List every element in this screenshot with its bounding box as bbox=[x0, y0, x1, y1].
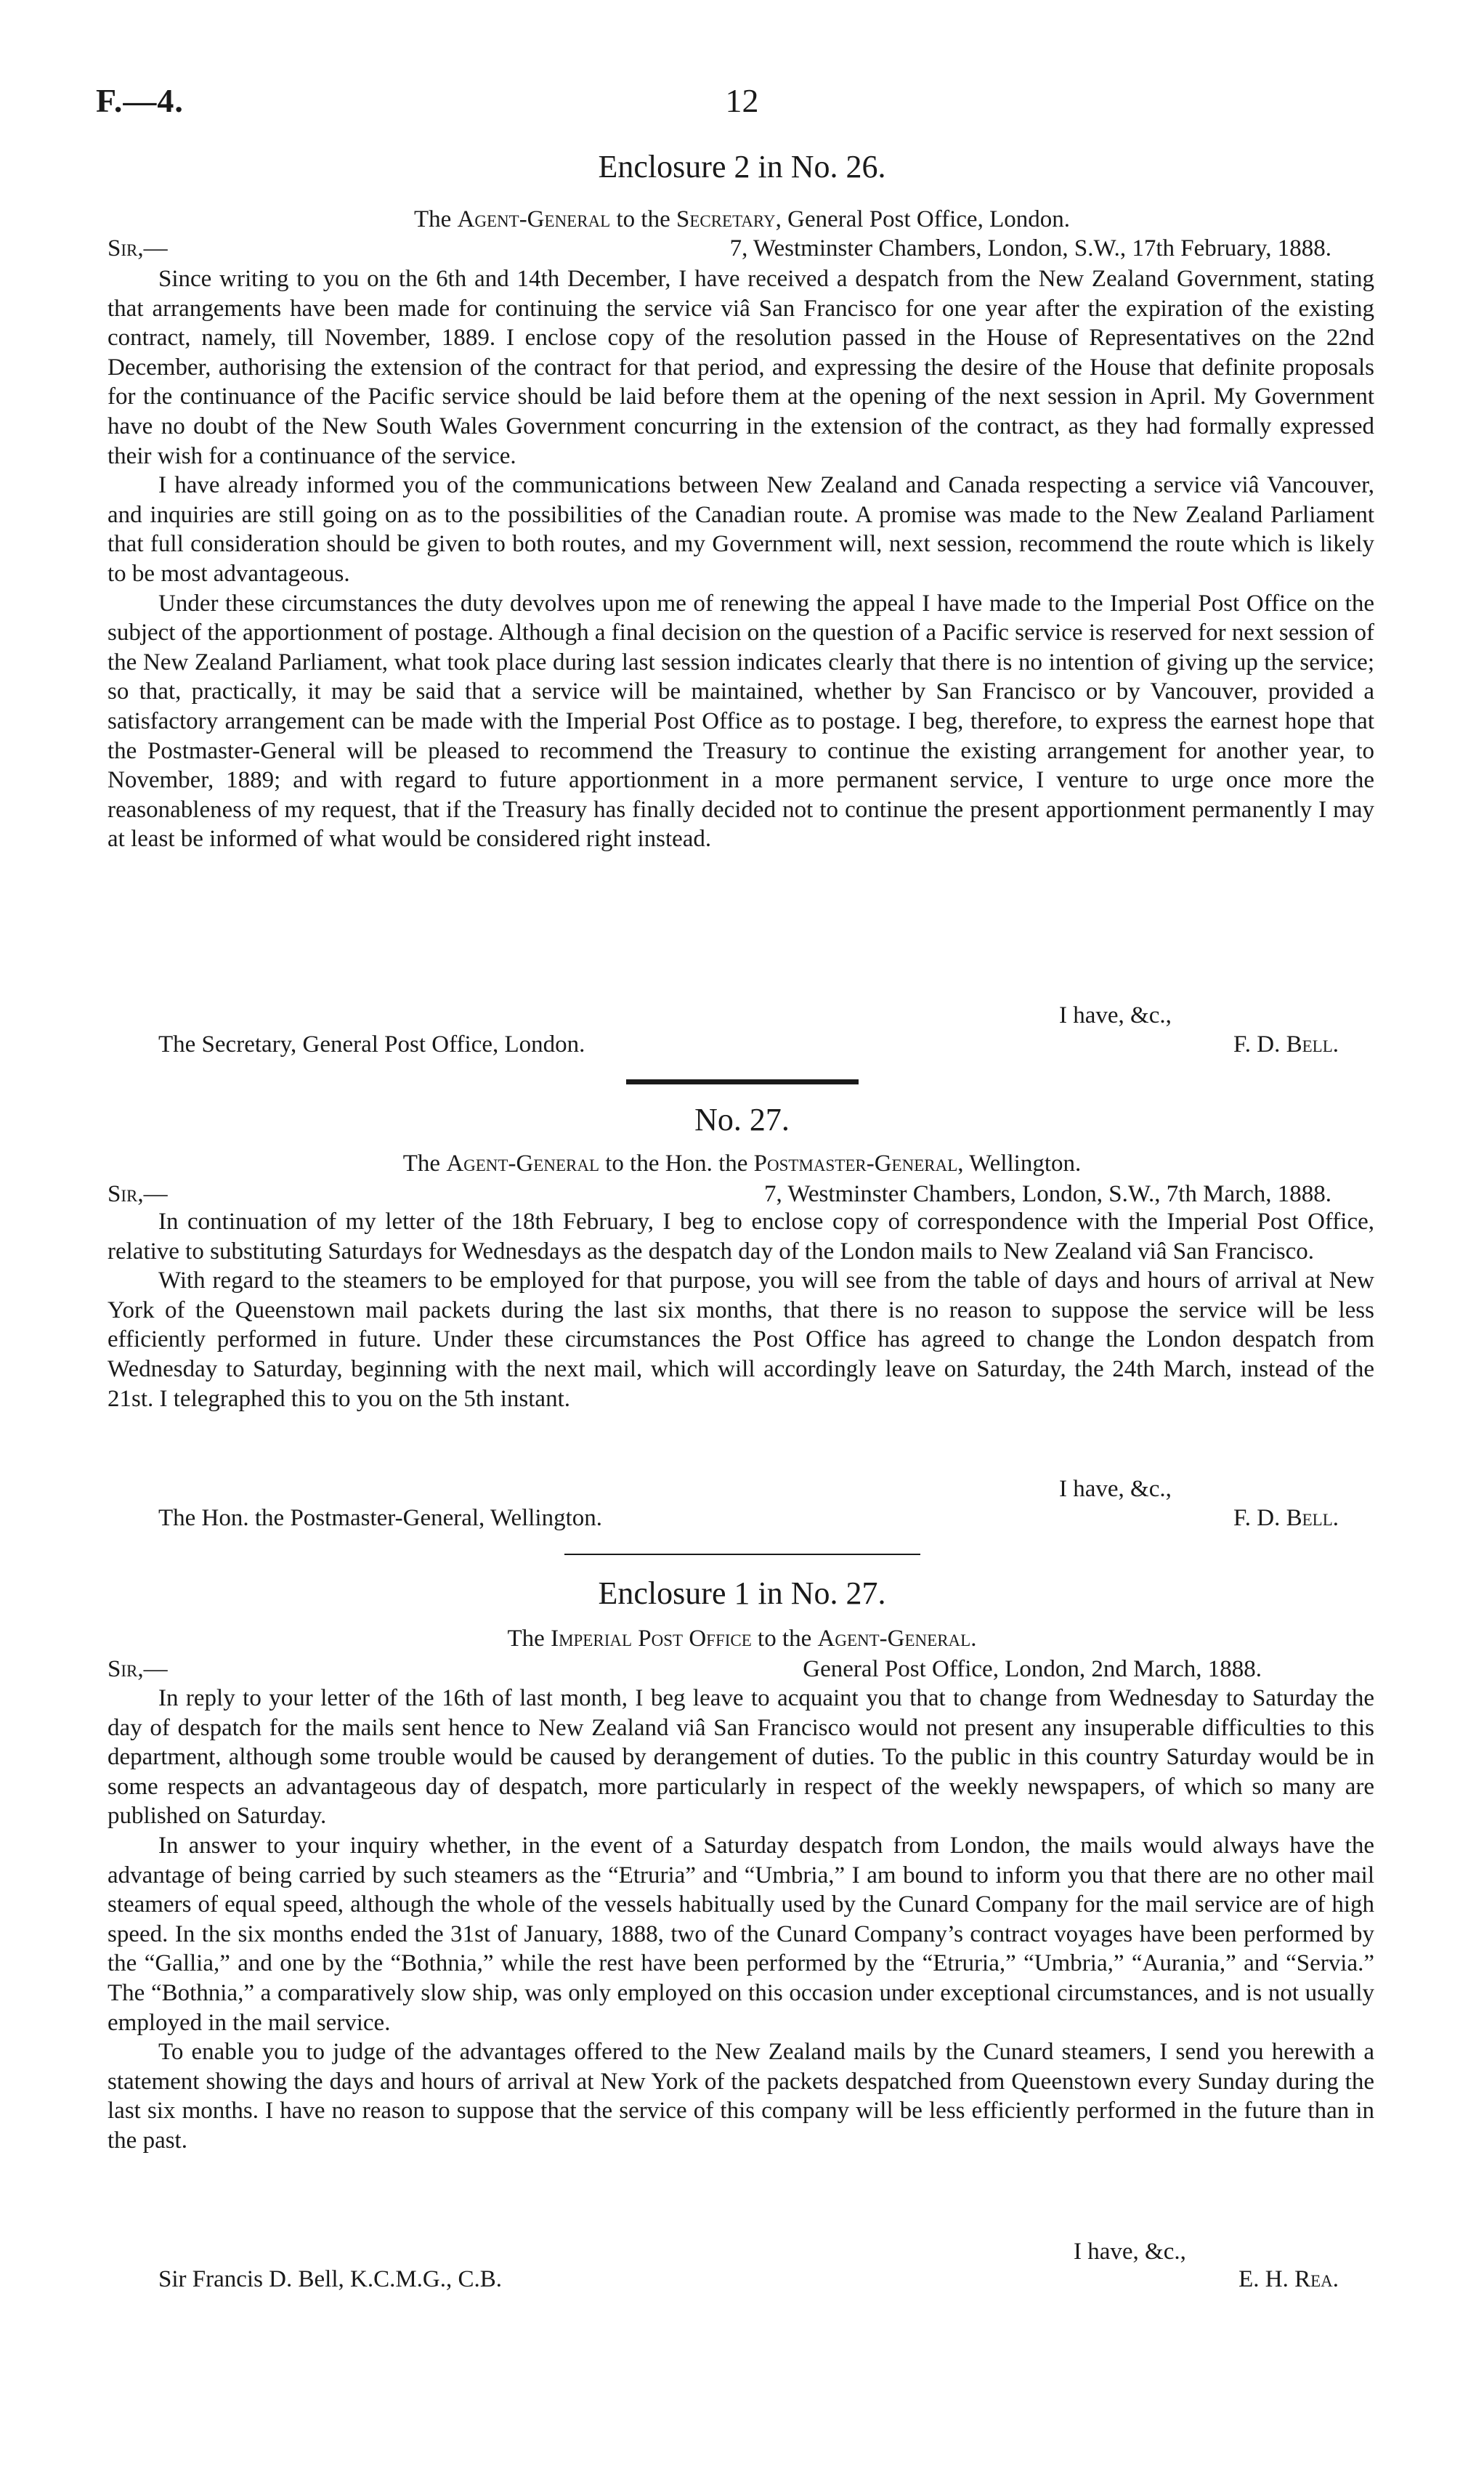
closing-line bbox=[108, 2237, 1339, 2266]
running-header bbox=[96, 81, 1388, 125]
letter-address-date: 7, Westminster Chambers, London, S.W., 7th March, 1888. bbox=[763, 1181, 1331, 1207]
letter-body bbox=[108, 1684, 1374, 2156]
paragraph: In reply to your letter of the 16th of last month, I beg leave to acquaint you that to change from Wednesday to Saturday the day of despatch for the mails sent hence to New Zealand viâ San Francisco would not present any insuperable difficulties to this department, although some trouble would be caused by derangement of duties. To the public in this country Saturday would be in some respects an advantageous day of despatch, more particularly in respect of the weekly newspapers, of which so many are published on Saturday. bbox=[108, 1685, 1374, 1830]
closing: I have, &c., bbox=[1059, 1002, 1172, 1028]
recipient-signature-line bbox=[108, 1504, 1339, 1533]
closing-line bbox=[108, 1001, 1339, 1030]
section-heading: No. 27. bbox=[694, 1102, 790, 1137]
signature: F. D. Bell. bbox=[1233, 1031, 1339, 1058]
paragraph: To enable you to judge of the advantages offered to the New Zealand mails by the Cunard steamers, I send you herewith a statement showing the days and hours of arrival at New York of the packets despatched from Queenstown every Sunday during the last six months. I have no reason to suppose that the service of this company will be less efficiently performed in the future than in the past. bbox=[108, 2039, 1374, 2154]
letter-body bbox=[108, 1207, 1374, 1413]
paragraph: In continuation of my letter of the 18th February, I beg to enclose copy of correspondence with the Imperial Post Office, relative to substituting Saturdays for Wednesdays as the despatch day of the London mails to New Zealand viâ San Francisco. bbox=[108, 1209, 1374, 1265]
letter-from-to: The Agent-General to the Secretary, General Post Office, London. bbox=[413, 206, 1070, 232]
signature: E. H. Rea. bbox=[1238, 2266, 1339, 2292]
paragraph: I have already informed you of the communications between New Zealand and Canada respecting a service viâ Vancouver, and inquiries are still going on as to the possibilities of the Canadian route. A promise was made to the New Zealand Parliament that full consideration should be given to both routes, and my Government will, next session, recommend the route which is likely to be most advantageous. bbox=[108, 472, 1374, 587]
section-heading: Enclosure 2 in No. 26. bbox=[598, 149, 886, 184]
paper-reference: F.—4. bbox=[96, 82, 184, 119]
closing: I have, &c., bbox=[1074, 2239, 1186, 2265]
closing: I have, &c., bbox=[1059, 1476, 1172, 1502]
paragraph: Under these circumstances the duty devolves upon me of renewing the appeal I have made to the Imperial Post Office on the subject of the apportionment of postage. Although a final decision on the question of a Pacific service is reserved for next session of the New Zealand Parliament, what took place during last session indicates clearly that there is no intention of giving up the service; so that, practically, it may be said that a service will be maintained, whether by San Francisco or by Vancouver, provided a satisfactory arrangement can be made with the Imperial Post Office as to postage. I beg, therefore, to express the earnest hope that the Postmaster-General will be pleased to recommend the Treasury to continue the existing arrangement for another year, to November, 1889; and with regard to future apportionment in a more permanent service, I venture to urge once more the reasonableness of my request, that if the Treasury has finally decided not to continue the present apportionment permanently I may at least be informed of what would be considered right instead. bbox=[108, 590, 1374, 853]
paragraph: With regard to the steamers to be employed for that purpose, you will see from the table of days and hours of arrival at New York of the Queenstown mail packets during the last six months, that there is no reason to suppose the service will be less efficiently performed in future. Under these circumstances the Post Office has agreed to change the London despatch from Wednesday to Saturday, beginning with the next mail, which will accordingly leave on Saturday, the 24th March, instead of the 21st. I telegraphed this to you on the 5th instant. bbox=[108, 1267, 1374, 1412]
paragraph: Since writing to you on the 6th and 14th December, I have received a despatch from the New Zealand Government, stating that arrangements have been made for continuing the service viâ San Francisco for one year after the expiration of the existing contract, namely, till November, 1889. I enclose copy of the resolution passed in the House of Representatives on the 22nd December, authorising the extension of the contract for that period, and expressing the desire of the House that definite proposals for the continuance of the Pacific service should be laid before them at the opening of the next session in April. My Government have no doubt of the New South Wales Government concurring in the extension of the contract, as they had formally expressed their wish for a continuance of the service. bbox=[108, 266, 1374, 469]
section-divider bbox=[564, 1554, 920, 1555]
letter-address-date: 7, Westminster Chambers, London, S.W., 17th February, 1888. bbox=[729, 235, 1331, 261]
section-divider bbox=[626, 1079, 859, 1084]
signature: F. D. Bell. bbox=[1233, 1505, 1339, 1531]
salutation: Sir,— bbox=[108, 1181, 168, 1207]
letter-address-date: General Post Office, London, 2nd March, 1888. bbox=[803, 1656, 1262, 1682]
section-heading: Enclosure 1 in No. 27. bbox=[598, 1575, 886, 1611]
salutation: Sir,— bbox=[108, 235, 168, 261]
recipient-signature-line bbox=[108, 2265, 1339, 2294]
salutation: Sir,— bbox=[108, 1656, 168, 1682]
recipient: The Hon. the Postmaster-General, Wellington. bbox=[158, 1505, 603, 1531]
recipient-signature-line bbox=[108, 1030, 1339, 1059]
letter-from-to: The Imperial Post Office to the Agent-General. bbox=[507, 1626, 977, 1652]
page-number: 12 bbox=[725, 82, 759, 119]
recipient: Sir Francis D. Bell, K.C.M.G., C.B. bbox=[158, 2266, 503, 2292]
letter-body bbox=[108, 264, 1374, 854]
paragraph: In answer to your inquiry whether, in the event of a Saturday despatch from London, the mails would always have the advantage of being carried by such steamers as the “Etruria” and “Umbria,” I am bound to inform you that there are no other mail steamers of equal speed, although the whole of the vessels habitually used by the Cunard Company for the mail service are of high speed. In the six months ended the 31st of January, 1888, two of the Cunard Company’s contract voyages have been performed by the “Gallia,” and one by the “Bothnia,” while the rest have been performed by the “Etruria,” “Umbria,” “Aurania,” and “Servia.” The “Bothnia,” a comparatively slow ship, was only employed on this occasion under exceptional circumstances, and is not usually employed in the mail service. bbox=[108, 1832, 1374, 2036]
recipient: The Secretary, General Post Office, London. bbox=[158, 1031, 585, 1058]
letter-from-to: The Agent-General to the Hon. the Postmaster-General, Wellington. bbox=[402, 1151, 1082, 1177]
closing-line bbox=[108, 1474, 1339, 1504]
